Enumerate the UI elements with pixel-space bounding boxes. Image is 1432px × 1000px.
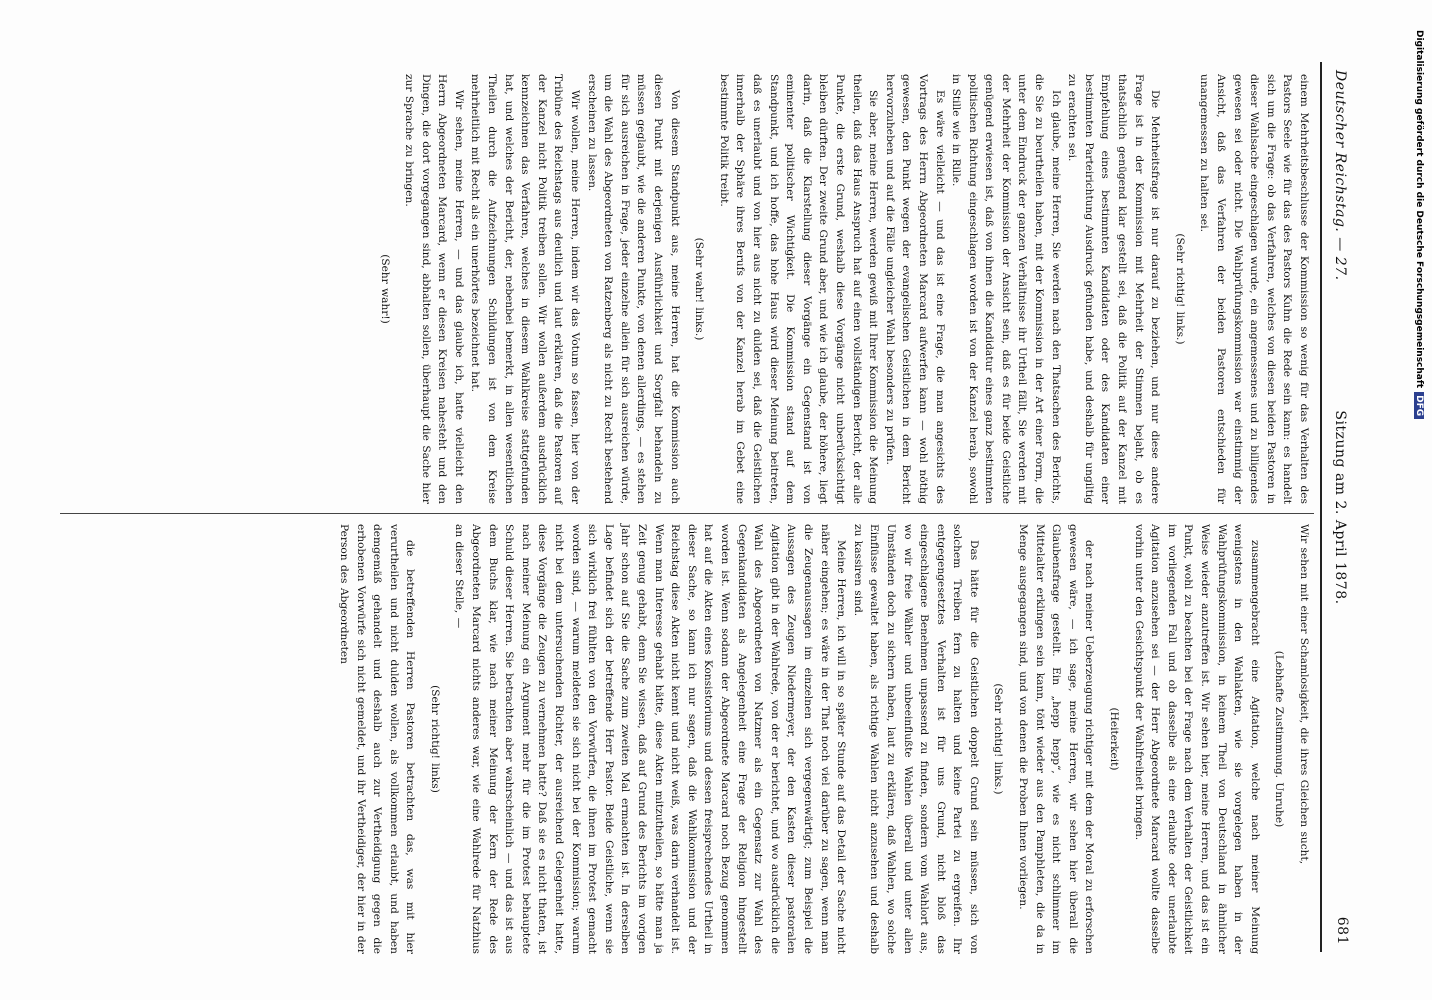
right-column <box>40 524 1312 954</box>
paragraph: Die Mehrheitsfrage ist nur darauf zu beziehen, und nur diese andere Frage ist in der Kommission mit Mehrheit der Stimmen bejaht, ob es thatsächlich genügend klar gestellt sei, daß die Politik auf der Kanzel mit Empfehlung eines bestimmten Kandidaten oder des Kandidaten einer bestimmten Parteirichtung Ausdruck gefunden habe, und deshalb für ungiltig zu erachten sei. <box>1066 74 1162 504</box>
dfg-logo: DFG <box>1414 392 1424 419</box>
header-center: Sitzung am 2. April 1878. <box>1332 410 1348 605</box>
stage-direction: (Heiterkeit) <box>1108 707 1121 771</box>
paragraph: Wir sehen, meine Herren, — und das glaube ich, hatte vielleicht den Herrn Abgeordneten Marcard, wenn er diesen Kreisen nahesteht und den Dingen, die dort vorgegangen sind, abhalten sollen, überhaupt die Sache hier zur Sprache zu bringen. <box>403 74 465 504</box>
page-header <box>1326 70 1350 945</box>
paragraph: Wir wollen, meine Herren, indem wir das Votum so fassen, hier von der Tribüne des Reichstags aus deutlich und laut erklären, daß die Pastoren auf der Kanzel nicht Politik treiben sollen. Wir wollen außerdem ausdrücklich kennzeichnen das Verfahren, welches in diesem Wahlkreise stattgefunden hat, und welches der Bericht, der, nebenbei bemerkt, in allen wesentlichen Theilen durch die Aufzeichnungen Schildungen ist von dem Kreise mehrheitlich mit Recht als ein unerhörtes bezeichnet hat. <box>469 74 582 504</box>
paragraph: Das hätte für die Geistlichen doppelt Grund sein müssen, sich von solchem Treiben fern zu halten und keine Partei zu ergreifen. Ihr entgegengesetztes Verhalten ist für uns Grund, nicht bloß das eingeschlagene Benehmen unpassend zu finden, sondern vom Wahlort aus, wo wir freie Wähler und unbeeinflußte Wahlen überall und unter allen Umständen doch zu sichern haben, laut zu erklären, daß Wahlen, wo solche Einflüsse gewaltet haben, als richtige Wahlen nicht anzusehen und deshalb zu kassiren sind. <box>851 524 980 954</box>
paragraph: die betreffenden Herren Pastoren betrachten das, was mit hier verurtheilen und nicht dulden wollen, als vollkommen erlaubt, und haben demgemäß gehandelt und deshalb auch zur Vertheidigung gegen die erhobenen Vorwürfe sich nicht gemeldet, und ihr Vertheidiger, der hier in der Person des Abgeordneten <box>337 524 417 954</box>
stage-direction: (Sehr richtig! links.) <box>992 683 1005 795</box>
paragraph: der nach meiner Ueberzeugung richtiger mit dem der Moral zu erforschen gewesen wäre, — ich sage, meine Herren, wir sehen hier überall die Glaubensfrage gestellt. Ein „hepp hepp“, wie es nicht schlimmer im Mittelalter erklingen sein kann, tönt wieder aus den Pamphleten, die da in Menge ausgegangen sind, und von denen die Proben Ihnen vorliegen. <box>1017 524 1096 954</box>
stage-direction: (Sehr richtig! links) <box>428 685 441 793</box>
dfg-credit <box>1410 30 1424 990</box>
paragraph: zusammengebracht eine Agitation, welche nach meiner Meinung wenigstens in den Wahlakten, wie sie vorgelegen haben in der Wahlprüfungskommission, in keinem Theil von Deutschland in ähnlicher Weise wieder anzutreffen ist. Wir sehen hier, meine Herren, und das ist ein Punkt, wohl zu beachten bei der Frage nach dem Verhalten der Geistlichkeit im vorliegenden Fall und ob dasselbe als eine erlaubte oder unerlaubte Agitation anzusehen sei — der Herr Abgeordnete Marcard wollte dasselbe vorhin unter den Gesichtspunkt der Wahlfreiheit bringen. <box>1132 524 1261 954</box>
paragraph: Meine Herren, ich will in so später Stunde auf das Detail der Sache nicht näher eingehen; es wäre in der That noch viel darüber zu sagen, wenn man die Zeugenaussagen im einzelnen sich vergegenwärtigt; zum Beispiel die Aussagen des Zeugen Niedermeyer, der den Kasten dieser pastoralen Agitation gibt in der Wahlrede, von der er berichtet, und wo ausdrücklich die Wahl des Abgeordneten von Natzmer als ein Gegensatz zur Wahl des Gegenkandidaten als Angelegenheit eine Frage der Religion hingestellt worden ist. Wenn sodann der Abgeordnete Marcard noch Bezug genommen hat auf die Akten eines Konsistoriums und dessen freisprechendes Urtheil in dieser Sache, so kann ich nur sagen, daß die Wahlkommission und der Reichstag diese Akten nicht kennt und nicht weiß, was darin verhandelt ist. Wenn man Interesse gehabt hätte, diese Akten mitzutheilen, so hätte man ja Zeit genug gehabt, denn Sie wissen, daß auf Grund des Berichts im vorigen Jahr schon auf Sie die Sache zum zweiten Mal ermachten ist. In derselben Lage befindet sich der betreffende Herr Pastor. Beide Geistliche, wenn sie sich wirklich frei fühlten von den Vorwürfen, die ihnen im Protest gemacht worden sind, — warum meldeten sie sich nicht bei der Kommission; warum nicht bei dem untersuchenden Richter, der ausreichend Gelegenheit hatte, diese Vorgänge die Zeugen zu vernehmen hatte? Daß sie es nicht thaten, ist nach meiner Meinung ein Argument mehr für die im Protest behauptete Schuld dieser Herren. Sie betrachten aber wahrscheinlich — und das ist aus dem Buchs klar, wie nach meiner Meinung der Kern der Rede des Abgeordneten Marcard nichts anderes war, wie eine Wahlrede für Natzhius an dieser Stelle, — <box>453 524 848 954</box>
credit-text: Digitalisierung gefördert durch die Deutsche Forschungsgemeinschaft <box>1414 30 1424 389</box>
stage-direction: (Sehr wahr! links.) <box>693 237 706 341</box>
paragraph: Es wäre vielleicht — und das ist eine Frage, die man angesichts des Vortrags des Herrn Abgeordneten Marcard aufwerfen kann — wohl nöthig gewesen, den Punkt wegen der evangelischen Geistlichen in dem Bericht hervorzuheben und auf die Fälle ungleicher Wahl besonders zu prüfen. <box>883 74 946 504</box>
column-divider <box>60 513 1314 514</box>
page-number: 681 <box>1334 916 1350 945</box>
paragraph: Von diesem Standpunkt aus, meine Herren, hat die Kommission auch diesen Punkt mit derjenigen Ausführlichkeit und Sorgfalt behandeln zu müssen geglaubt, wie die anderen Punkte, von denen allerdings, — es stehen für sich ausreichen in Frage, jeder einzelne allein für sich ausreichen würde, um die Wahl des Abgeordneten von Ratzenberg als nicht zu Recht bestehend erscheinen zu lassen. <box>585 74 681 504</box>
left-column <box>40 74 1312 504</box>
header-rule <box>1320 62 1322 952</box>
stage-direction: (Sehr wahr!) <box>378 254 391 324</box>
header-left: Deutscher Reichstag. — 27. <box>1332 70 1348 281</box>
paragraph: einem Mehrheitsbeschlusse der Kommission so wenig für das Verhalten des Pastors Seele wie für das des Pastors Kuhn die Rede sein kann: es handelt sich um die Frage: ob das Verfahren, welches von diesen beiden Pastoren in dieser Wahlsache eingeschlagen wurde, ein angemessenes und zu billigendes gewesen sei oder nicht. Die Wahlprüfungskommission war einstimmig der Ansicht, daß das Verfahren der beiden Pastoren entschieden für unangemessen zu halten sei. <box>1198 74 1310 504</box>
paragraph: Ich glaube, meine Herren, Sie werden nach den Thatsachen des Berichts, die Sie zu beurtheilen haben, mit der Kommission in der Art einer Form, die unter dem Eindruck der ganzen Verhältnisse ihr Urtheil fällt, Sie werden mit der Mehrheit der Kommission der Ansicht sein, daß es für beide Geistliche genügend erwiesen ist, daß von ihnen die Kandidatur eines ganz bestimmten politischen Richtung eingeschlagen worden ist von der Kanzel herab, sowohl in Stille wie in Rille. <box>950 74 1062 504</box>
stage-direction: (Lebhafte Zustimmung. Unruhe) <box>1273 650 1286 828</box>
paragraph: Wir sehen mit einer Schamlosigkeit, die ihres Gleichen sucht, <box>1298 524 1310 865</box>
stage-direction: (Sehr richtig! links.) <box>1173 233 1186 345</box>
paragraph: Sie aber, meine Herren, werden gewiß mit Ihrer Kommission die Meinung theilen, daß das Haus Anspruch hat auf einen vollständigen Bericht, der alle Punkte, die erste Grund, weshalb diese Vorgänge nicht unberücksichtigt bleiben dürften. Der zweite Grund aber, und wie ich glaube, der höhere, liegt darin, daß die Klarstellung dieser Vorgänge ein Gegenstand ist von eminenter politischer Wichtigkeit. Die Kommission stand auf dem Standpunkt, und ich hoffe, das hohe Haus wird dieser Meinung beitreten, daß es unerlaubt und von hier aus nicht zu dulden sei, daß die Geistlichen innerhalb der Sphäre ihres Berufs von der Kanzel herab im Gebet eine bestimmte Politik treibt. <box>717 74 880 504</box>
